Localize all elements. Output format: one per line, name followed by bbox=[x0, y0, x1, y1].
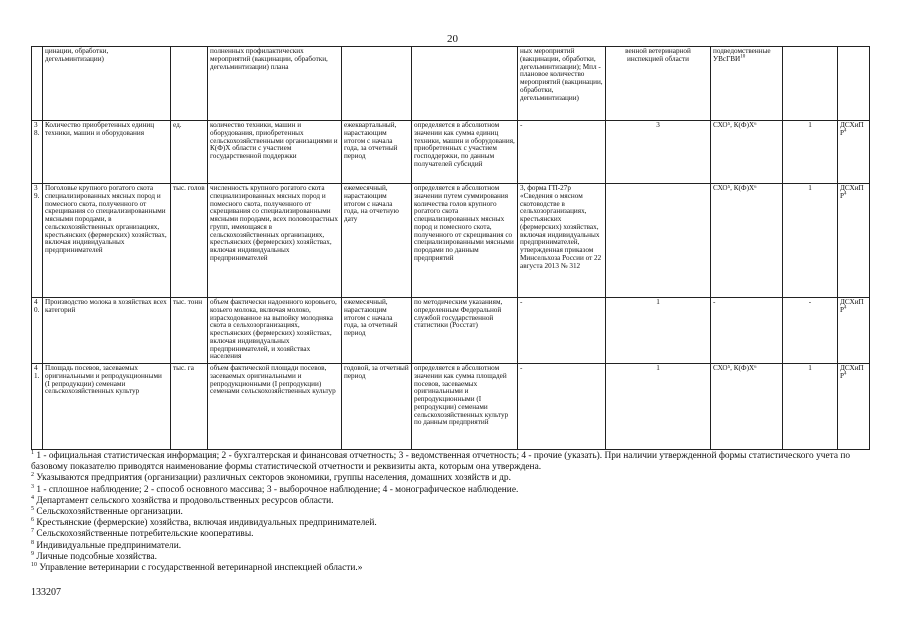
cell-method: определяется в абсолютном значении как сумма единиц техники, машин и оборудования, приобретенных с участием господдержки, по данным получателей субсидий bbox=[412, 121, 518, 184]
cell-method: определяется в абсолютном значении путем суммирования количества голов крупного рогатого скота специализированных мясных пород и помесного скота, полученного от скрещивания со специализированными мясными породами по данным предприятий bbox=[412, 184, 518, 298]
cell-flag bbox=[783, 47, 838, 121]
cell-unit bbox=[171, 47, 208, 121]
table-row bbox=[32, 184, 870, 298]
footnote: $^{10}$ Управление ветеринарии с государственной ветеринарной инспекцией области.» bbox=[31, 561, 363, 574]
cell-responsible: венной ветеринарной инспекцией области bbox=[606, 47, 711, 121]
cell-period: ежемесячный, нарастающим итогом с начала года, на отчетную дату bbox=[342, 184, 412, 298]
cell-unit: ед. bbox=[171, 121, 208, 184]
cell-num: 38. bbox=[32, 121, 43, 184]
cell-level: - bbox=[711, 298, 783, 364]
cell-flag: - bbox=[783, 298, 838, 364]
footnote: $^1$ 1 - официальная статистическая информация; 2 - бухгалтерская и финансовая отчетность; 3 - ведомственная отчетность; 4 - прочие (указать). При наличии утвержденной формы статистического учета по базовому показателю приводятся наименование формы статистической отчетности и реквизиты акта, которым она утверждена. bbox=[31, 449, 851, 473]
cell-method bbox=[412, 47, 518, 121]
cell-period: ежеквартальный, нарастающим итогом с начала года, за отчетный период bbox=[342, 121, 412, 184]
cell-num bbox=[32, 47, 43, 121]
cell-source: - bbox=[518, 364, 606, 450]
cell-definition: численность крупного рогатого скота специализированных мясных пород и помесного скота, полученного от скрещивания со специализированными мясными породами, всех половозрастных групп, имеющаяся в сельскохозяйственных организациях, крестьянских (фермерских) хозяйствах, включая индивидуальных предпринимателей bbox=[208, 184, 342, 298]
cell-level: СХО⁵, К(Ф)Х⁶ bbox=[711, 184, 783, 298]
cell-flag: 1 bbox=[783, 364, 838, 450]
table-row bbox=[32, 364, 870, 450]
cell-responsible: 3 bbox=[606, 121, 711, 184]
table-row bbox=[32, 298, 870, 364]
indicators-table bbox=[31, 46, 870, 450]
cell-source: - bbox=[518, 121, 606, 184]
cell-access: ДСХиПР$^4$ bbox=[838, 184, 870, 298]
footnote: $^6$ Крестьянские (фермерские) хозяйства, включая индивидуальных предпринимателей. bbox=[31, 517, 377, 529]
cell-access: ДСХиПР$^4$ bbox=[838, 298, 870, 364]
cell-source: - bbox=[518, 298, 606, 364]
footnote: $^2$ Указываются предприятия (организации) различных секторов экономики, группы населения, домашних хозяйств и др. bbox=[31, 472, 511, 484]
cell-flag: 1 bbox=[783, 121, 838, 184]
cell-definition: объем фактической площади посевов, засеваемых оригинальными и репродукционными (I репродукции) семенами сельскохозяйственных культур bbox=[208, 364, 342, 450]
cell-unit: тыс. га bbox=[171, 364, 208, 450]
footnotes bbox=[31, 451, 881, 574]
cell-name: Производство молока в хозяйствах всех категорий bbox=[43, 298, 171, 364]
cell-name: Площадь посевов, засеваемых оригинальными и репродукционными (I репродукции) семенами сельскохозяйственных культур bbox=[43, 364, 171, 450]
cell-period: ежемесячный, нарастающим итогом с начала года, за отчетный период bbox=[342, 298, 412, 364]
cell-level: подведомственные УВсГВИ$^{10}$ bbox=[711, 47, 783, 121]
footnote: $^4$ Департамент сельского хозяйства и продовольственных ресурсов области. bbox=[31, 494, 334, 506]
cell-definition: количество техники, машин и оборудования, приобретенных сельскохозяйственными организациями и К(Ф)Х области с участием государственной поддержки bbox=[208, 121, 342, 184]
cell-period bbox=[342, 47, 412, 121]
cell-method: по методическим указаниям, определенным Федеральной службой государственной статистики (Росстат) bbox=[412, 298, 518, 364]
page-number: 20 bbox=[447, 33, 458, 45]
cell-responsible: 1 bbox=[606, 298, 711, 364]
cell-method: определяется в абсолютном значении как сумма площадей посевов, засеваемых оригинальными и репродукционными (I репродукции) семенами сельскохозяйственных культур по данным предприятий bbox=[412, 364, 518, 450]
cell-definition: объем фактически надоенного коровьего, козьего молока, включая молоко, израсходованное на выпойку молодняка скота в сельхозорганизациях, крестьянских (фермерских) хозяйствах, включая индивидуальных предпринимателей, и хозяйствах населения bbox=[208, 298, 342, 364]
cell-num: 39. bbox=[32, 184, 43, 298]
cell-unit: тыс. голов bbox=[171, 184, 208, 298]
cell-access: ДСХиПР$^4$ bbox=[838, 121, 870, 184]
cell-level: СХО⁵, К(Ф)Х⁶ bbox=[711, 121, 783, 184]
cell-source: 3, форма ГП-27р «Сведения о мясном скотоводстве в сельхозорганизациях, крестьянских (фермерских) хозяйствах, включая индивидуальных предпринимателей, утвержденная приказом Минсельхоза России от 22 августа 2013 № 312 bbox=[518, 184, 606, 298]
cell-num: 40. bbox=[32, 298, 43, 364]
document-code: 133207 bbox=[31, 587, 61, 598]
cell-name: Поголовье крупного рогатого скота специализированных мясных пород и помесного скота, полученного от скрещивания со специализированными мясными породами, в сельскохозяйственных организациях, крестьянских (фермерских) хозяйствах, включая индивидуальных предпринимателей bbox=[43, 184, 171, 298]
cell-unit: тыс. тонн bbox=[171, 298, 208, 364]
cell-access: ДСХиПР$^4$ bbox=[838, 364, 870, 450]
cell-access bbox=[838, 47, 870, 121]
cell-responsible bbox=[606, 184, 711, 298]
footnote: $^5$ Сельскохозяйственные организации. bbox=[31, 505, 183, 518]
cell-name: Количество приобретенных единиц техники, машин и оборудования bbox=[43, 121, 171, 184]
table-row bbox=[32, 47, 870, 121]
cell-period: годовой, за отчетный период bbox=[342, 364, 412, 450]
cell-source: ных мероприятий (вакцинации, обработки, дегельминтизации); Мпл - плановое количество мероприятий (вакцинации, обработки, дегельминтизации) bbox=[518, 47, 606, 121]
footnote: $^7$ Сельскохозяйственные потребительские кооперативы. bbox=[31, 528, 254, 540]
cell-flag: 1 bbox=[783, 184, 838, 298]
cell-name: цинации, обработки, дегельминтизации) bbox=[43, 47, 171, 121]
cell-num: 41. bbox=[32, 364, 43, 450]
table-row bbox=[32, 121, 870, 184]
cell-responsible: 1 bbox=[606, 364, 711, 450]
cell-level: СХО⁵, К(Ф)Х⁶ bbox=[711, 364, 783, 450]
footnote: $^9$ Личные подсобные хозяйства. bbox=[31, 550, 158, 562]
cell-definition: полненных профилактических мероприятий (вакцинации, обработки, дегельминтизации) плана bbox=[208, 47, 342, 121]
footnote: $^8$ Индивидуальные предприниматели. bbox=[31, 539, 182, 551]
footnote: $^3$ 1 - сплошное наблюдение; 2 - способ основного массива; 3 - выборочное наблюдение; 4 - монографическое наблюдение. bbox=[31, 483, 519, 495]
